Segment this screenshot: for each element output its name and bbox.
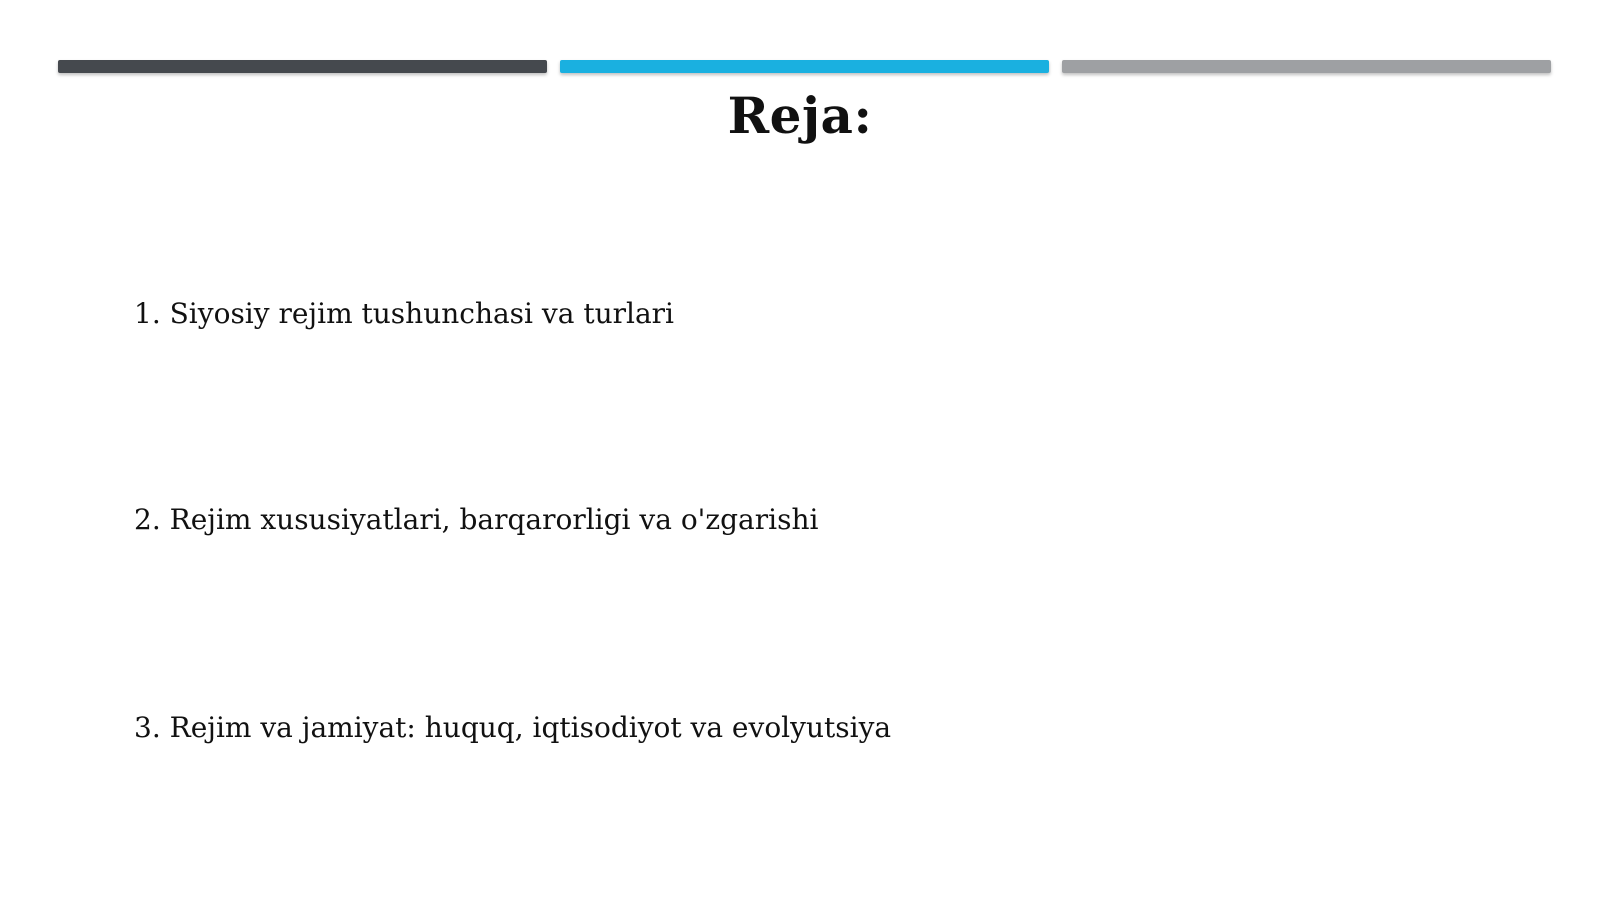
slide-title: Reja: <box>727 86 873 145</box>
plan-item <box>134 296 674 332</box>
accent-bar-blue <box>560 60 1049 73</box>
plan-item-text: Rejim va jamiyat: huquq, iqtisodiyot va evolyutsiya <box>169 711 892 744</box>
plan-item <box>134 710 891 746</box>
plan-item <box>134 502 818 538</box>
plan-item-text: Rejim xususiyatlari, barqarorligi va o'zgarishi <box>169 503 819 536</box>
plan-item-number: 3. <box>134 711 161 744</box>
plan-item-number: 1. <box>134 297 161 330</box>
accent-bar-gray <box>1062 60 1551 73</box>
plan-item-text: Siyosiy rejim tushunchasi va turlari <box>169 297 674 330</box>
plan-item-number: 2. <box>134 503 161 536</box>
accent-bar-dark <box>58 60 547 73</box>
